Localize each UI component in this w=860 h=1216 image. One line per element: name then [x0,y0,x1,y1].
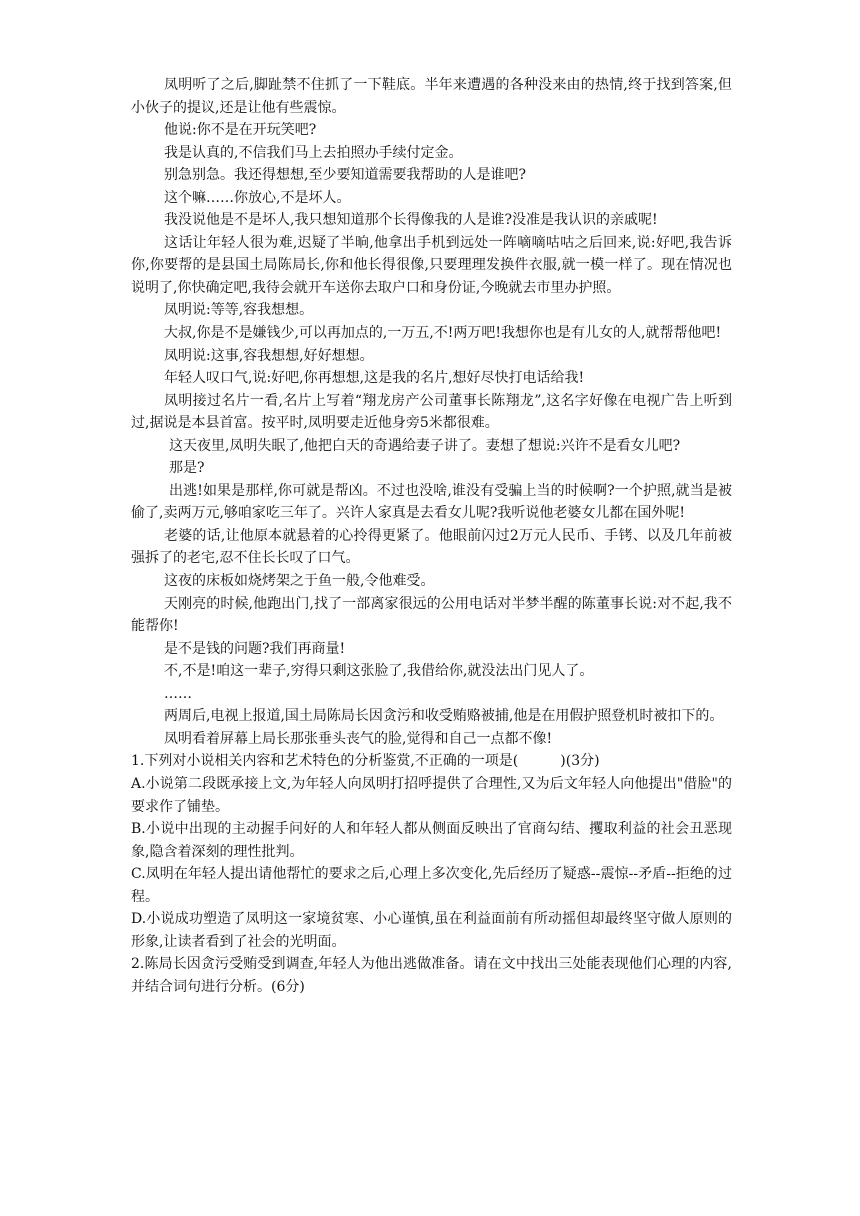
story-paragraph: 年轻人叹口气,说:好吧,你再想想,这是我的名片,想好尽快打电话给我! [164,370,585,387]
story-paragraph: 他说:你不是在开玩笑吧? [164,122,317,139]
story-paragraph: 两周后,电视上报道,国土局陈局长因贪污和收受贿赂被捕,他是在用假护照登机时被扣下的。 [164,708,724,725]
story-paragraph: 我是认真的,不信我们马上去拍照办手续付定金。 [164,144,463,161]
story-paragraph: 凤明接过名片一看,名片上写着“翔龙房产公司董事长陈翔龙”,这名字好像在电视广告上听到过,据说是本县首富。按平时,凤明要走近他身旁5米都很难。 [131,392,732,432]
story-paragraph: 这夜的床板如烧烤架之于鱼一般,令他难受。 [164,573,435,590]
story-paragraph: 这天夜里,凤明失眠了,他把白天的奇遇给妻子讲了。妻想了想说:兴许不是看女儿吧? [169,437,681,454]
story-paragraph: 这话让年轻人很为难,迟疑了半晌,他拿出手机到远处一阵嘀嘀咕咕之后回来,说:好吧,我告诉你,你要帮的是县国土局陈局长,你和他长得很像,只要理理发换件衣服,就一模一样了。现在情况也说明了,你快确定吧,我待会就开车送你去取户口和身份证,今晚就去市里办护照。 [131,234,732,296]
question-1-stem: 1.下列对小说相关内容和艺术特色的分析鉴赏,不正确的一项是( )(3分) [131,753,600,770]
question-1-option-c: C.凤明在年轻人提出请他帮忙的要求之后,心理上多次变化,先后经历了疑惑--震惊--矛盾--拒绝的过程。 [131,866,732,905]
story-paragraph: 别急别急。我还得想想,至少要知道需要我帮助的人是谁吧? [164,167,526,184]
story-paragraph: 这个嘛……你放心,不是坏人。 [164,189,351,206]
story-paragraph: 凤明看着屏幕上局长那张垂头丧气的脸,觉得和自己一点都不像! [164,730,553,747]
story-paragraph: 是不是钱的问题?我们再商量! [164,640,346,657]
question-1-option-b: B.小说中出现的主动握手问好的人和年轻人都从侧面反映出了官商勾结、攫取利益的社会丑恶现象,隐含着深刻的理性批判。 [131,821,732,860]
story-paragraph: 凤明说:等等,容我想想。 [164,302,314,319]
story-paragraph: 我没说他是不是坏人,我只想知道那个长得像我的人是谁?没准是我认识的亲戚呢! [164,212,658,229]
story-ellipsis: …… [164,685,192,702]
story-paragraph: 凤明说:这事,容我想想,好好想想。 [164,347,374,364]
story-paragraph: 凤明听了之后,脚趾禁不住抓了一下鞋底。半年来遭遇的各种没来由的热情,终于找到答案,但小伙子的提议,还是让他有些震惊。 [131,77,732,116]
question-2-stem: 2.陈局长因贪污受贿受到调查,年轻人为他出逃做准备。请在文中找出三处能表现他们心理的内容,并结合词句进行分析。(6分) [131,956,732,995]
story-paragraph: 不,不是!咱这一辈子,穷得只剩这张脸了,我借给你,就没法出门见人了。 [164,663,594,680]
question-1-option-a: A.小说第二段既承接上文,为年轻人向凤明打招呼提供了合理性,又为后文年轻人向他提出"借脸"的要求作了铺垫。 [131,775,732,815]
story-paragraph: 出逃!如果是那样,你可就是帮凶。不过也没啥,谁没有受骗上当的时候啊?一个护照,就当是被偷了,卖两万元,够咱家吃三年了。兴许人家真是去看女儿呢?我听说他老婆女儿都在国外呢! [131,482,732,522]
story-paragraph: 老婆的话,让他原本就悬着的心拎得更紧了。他眼前闪过2万元人民币、手铐、以及几年前被强拆了的老宅,忍不住长长叹了口气。 [131,527,732,567]
question-1-option-d: D.小说成功塑造了凤明这一家境贫寒、小心谨慎,虽在利益面前有所动摇但却最终坚守做人原则的形象,让读者看到了社会的光明面。 [131,911,732,950]
story-paragraph: 大叔,你是不是嫌钱少,可以再加点的,一万五,不!两万吧!我想你也是有儿女的人,就帮帮他吧! [164,325,722,342]
story-paragraph: 天刚亮的时候,他跑出门,找了一部离家很远的公用电话对半梦半醒的陈董事长说:对不起,我不能帮你! [131,595,732,635]
story-paragraph: 那是? [169,460,205,477]
